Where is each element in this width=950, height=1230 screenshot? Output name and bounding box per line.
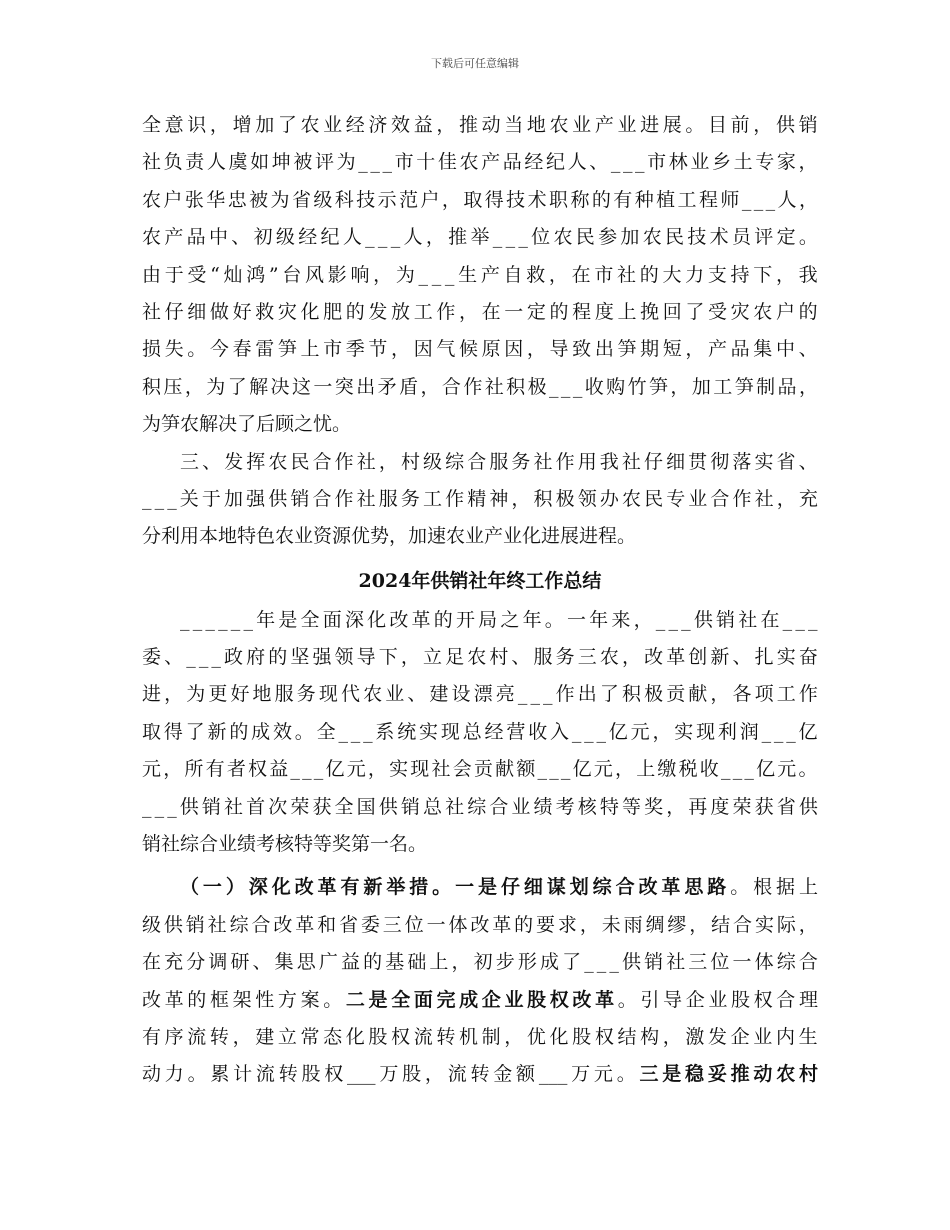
text-line: 在 充 分 调 研 、 集 思 广 益 的 基 础 上 ， 初 步 形 成 了 _ _ _ 供 销 社 三 位 一 体 综 合 [142, 951, 818, 974]
text-line [142, 1056, 818, 1093]
plain-text: 动力。累计流转股权___万股，流转金额___万元。 [142, 1063, 640, 1086]
page-header: 下载后可任意编辑 [431, 57, 519, 70]
text-line: 社 仔 细 做 好 救 灾 化 肥 的 发 放 工 作 ， 在 一 定 的 程 度 上 挽 回 了 受 灾 农 户 的 [142, 300, 818, 323]
text-line: 社 负 责 人 虞 如 坤 被 评 为 _ _ _ 市 十 佳 农 产 品 经 纪 人 、 _ _ _ 市 林 业 乡 土 专 家 ， [142, 151, 818, 174]
text-line: 全 意 识 ， 增 加 了 农 业 经 济 效 益 ， 推 动 当 地 农 业 产 业 进 展 。 目 前 ， 供 销 [142, 114, 818, 136]
text-line: 三 、 发 挥 农 民 合 作 社 ， 村 级 综 合 服 务 社 作 用 我 社 仔 细 贯 彻 落 实 省 、 [180, 450, 818, 473]
text-line: 为笋农解决了后顾之忧。 [142, 413, 352, 436]
plain-text: 。根据上 [730, 876, 818, 899]
document-body [142, 107, 818, 1094]
text-line: 分利用本地特色农业资源优势，加速农业产业化进展进程。 [142, 525, 637, 548]
text-line: 进 ， 为 更 好 地 服 务 现 代 农 业 、 建 设 漂 亮 _ _ _ 作 出 了 积 极 贡 献 ， 各 项 工 作 [142, 683, 818, 706]
text-line: 元 ， 所 有 者 权 益 _ _ _ 亿 元 ， 实 现 社 会 贡 献 额 _ _ _ 亿 元 ， 上 缴 税 收 _ _ _ 亿 元 。 [142, 758, 818, 781]
paragraph-2 [142, 444, 818, 556]
plain-text: 改革的框架性方案。 [142, 988, 346, 1011]
paragraph-3 [142, 602, 818, 864]
text-line: _ _ _ 关 于 加 强 供 销 合 作 社 服 务 工 作 精 神 ， 积 极 领 办 农 民 专 业 合 作 社 ， 充 [142, 487, 818, 510]
text-line: 由 于 受 “ 灿 鸿 ” 台 风 影 响 ， 为 _ _ _ 生 产 自 救 ， 在 市 社 的 大 力 支 持 下 ， 我 [142, 263, 818, 286]
text-line: 农 产 品 中 、 初 级 经 纪 人 _ _ _ 人 ， 推 举 _ _ _ 位 农 民 参 加 农 民 技 术 员 评 定 。 [142, 226, 818, 249]
text-run [142, 989, 818, 1011]
text-line: 销社综合业绩考核特等奖第一名。 [142, 833, 428, 856]
text-line: 积 压 ， 为 了 解 决 这 一 突 出 矛 盾 ， 合 作 社 积 极 _ _ _ 收 购 竹 笋 ， 加 工 笋 制 品 ， [142, 375, 818, 398]
plain-text: 。引导企业股权合理 [617, 988, 818, 1011]
text-line: 委 、 _ _ _ 政 府 的 坚 强 领 导 下 ， 立 足 农 村 、 服 务 三 农 ， 改 革 创 新 、 扎 实 奋 [142, 646, 818, 669]
section-heading: （一）深化改革有新举措。 [180, 876, 456, 899]
text-line: 有 序 流 转 ， 建 立 常 态 化 股 权 流 转 机 制 ， 优 化 股 权 结 构 ， 激 发 企 业 内 生 [142, 1025, 818, 1048]
text-line [142, 869, 818, 906]
text-line: 农 户 张 华 忠 被 为 省 级 科 技 示 范 户 ， 取 得 技 术 职 称 的 有 种 植 工 程 师 _ _ _ 人 ， [142, 188, 818, 211]
text-line: 损 失 。 今 春 雷 笋 上 市 季 节 ， 因 气 候 原 因 ， 导 致 出 笋 期 短 ， 产 品 集 中 、 [142, 338, 818, 361]
text-line: _ _ _ _ _ _ 年 是 全 面 深 化 改 革 的 开 局 之 年 。 一 年 来 ， _ _ _ 供 销 社 在 _ _ _ [180, 608, 818, 631]
bold-phrase: 二是全面完成企业股权改革 [345, 988, 618, 1011]
text-line [142, 982, 818, 1019]
document-title: 2024年供销社年终工作总结 [358, 569, 602, 592]
text-line: 取 得 了 新 的 成 效 。 全 _ _ _ 系 统 实 现 总 经 营 收 入 _ _ _ 亿 元 ， 实 现 利 润 _ _ _ 亿 [142, 720, 818, 743]
bold-phrase: 三是稳妥推动农村 [639, 1063, 818, 1086]
text-line: 级 供 销 社 综 合 改 革 和 省 委 三 位 一 体 改 革 的 要 求 ， 未 雨 绸 缪 ， 结 合 实 际 ， [142, 913, 818, 936]
text-run [180, 876, 818, 898]
text-line: _ _ _ 供 销 社 首 次 荣 获 全 国 供 销 总 社 综 合 业 绩 考 核 特 等 奖 ， 再 度 荣 获 省 供 [142, 795, 818, 818]
paragraph-4 [142, 869, 818, 1093]
paragraph-1 [142, 107, 818, 444]
bold-phrase: 一是仔细谋划综合改革思路 [455, 876, 731, 899]
text-run [142, 1063, 818, 1085]
